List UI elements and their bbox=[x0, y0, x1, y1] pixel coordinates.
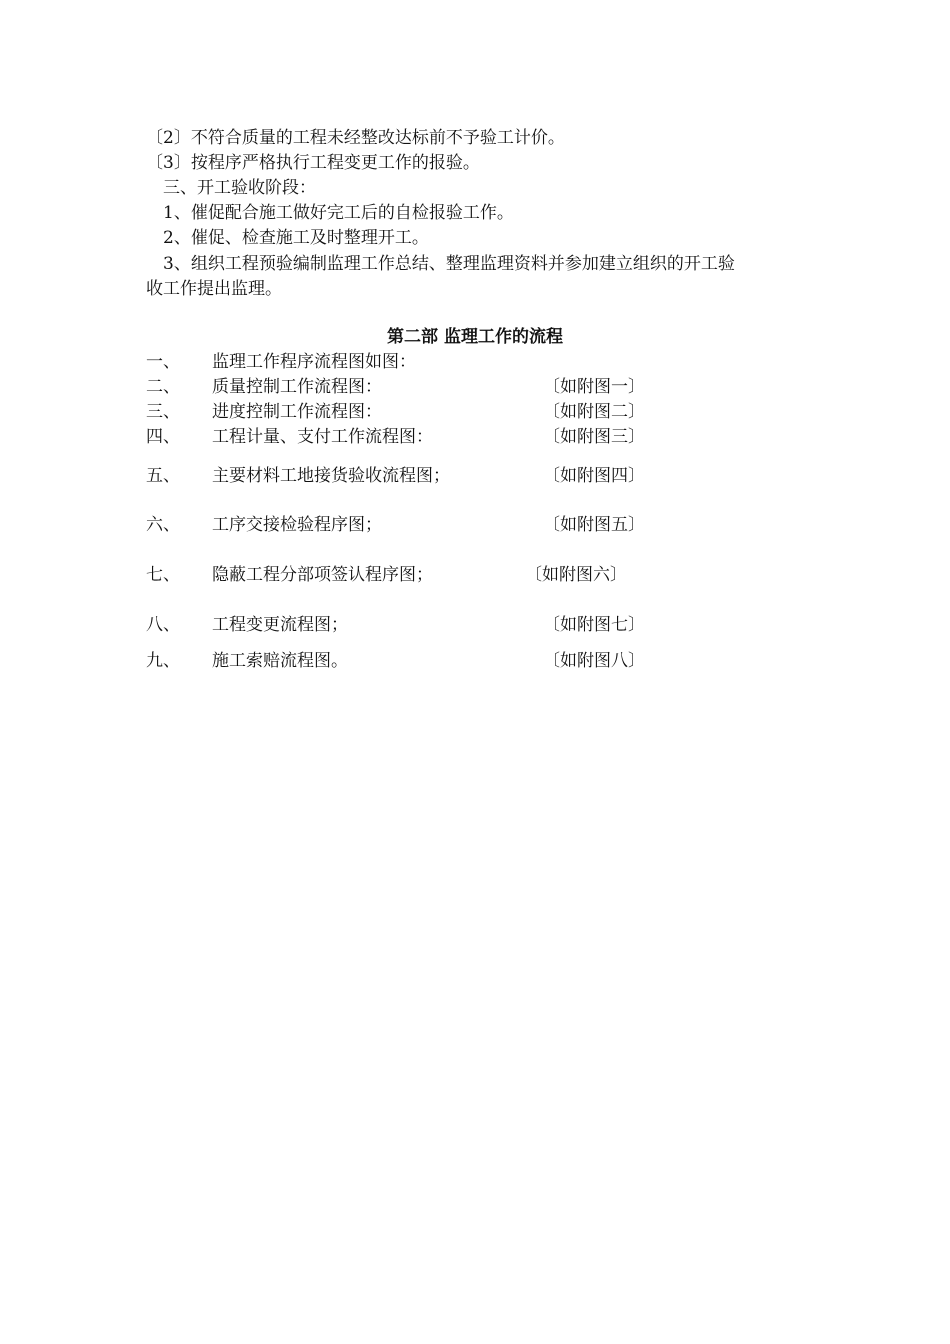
toc-title: 工程变更流程图； bbox=[212, 615, 348, 635]
toc-row-6 bbox=[0, 513, 950, 537]
intro-line-item-1: 1、催促配合施工做好完工后的自检报验工作。 bbox=[163, 203, 514, 223]
toc-row-4 bbox=[0, 425, 950, 449]
toc-row-2 bbox=[0, 375, 950, 399]
toc-title: 施工索赔流程图。 bbox=[212, 651, 348, 671]
toc-title: 质量控制工作流程图： bbox=[212, 377, 382, 397]
intro-line-item-3-cont: 收工作提出监理。 bbox=[146, 279, 282, 299]
toc-row-1 bbox=[0, 350, 950, 374]
toc-number: 四、 bbox=[146, 427, 180, 447]
toc-title: 主要材料工地接货验收流程图； bbox=[212, 466, 450, 486]
toc-row-8 bbox=[0, 613, 950, 637]
toc-figure-ref: 〔如附图七〕 bbox=[543, 615, 645, 635]
toc-figure-ref: 〔如附图三〕 bbox=[543, 427, 645, 447]
toc-number: 六、 bbox=[146, 515, 180, 535]
toc-row-9 bbox=[0, 649, 950, 673]
intro-line-item-2: 2、催促、检查施工及时整理开工。 bbox=[163, 228, 429, 248]
toc-title: 隐蔽工程分部项签认程序图； bbox=[212, 565, 433, 585]
toc-figure-ref: 〔如附图四〕 bbox=[543, 466, 645, 486]
toc-number: 一、 bbox=[146, 352, 180, 372]
toc-figure-ref: 〔如附图一〕 bbox=[543, 377, 645, 397]
section-title: 第二部 监理工作的流程 bbox=[387, 327, 563, 347]
toc-number: 七、 bbox=[146, 565, 180, 585]
toc-figure-ref: 〔如附图二〕 bbox=[543, 402, 645, 422]
toc-figure-ref: 〔如附图八〕 bbox=[543, 651, 645, 671]
toc-number: 三、 bbox=[146, 402, 180, 422]
toc-figure-ref: 〔如附图五〕 bbox=[543, 515, 645, 535]
toc-title: 监理工作程序流程图如图： bbox=[212, 352, 416, 372]
toc-number: 二、 bbox=[146, 377, 180, 397]
intro-line-quality: 〔2〕不符合质量的工程未经整改达标前不予验工计价。 bbox=[146, 128, 565, 148]
toc-title: 工程计量、支付工作流程图： bbox=[212, 427, 433, 447]
toc-row-7 bbox=[0, 563, 950, 587]
toc-figure-ref: 〔如附图六〕 bbox=[525, 565, 627, 585]
toc-title: 进度控制工作流程图： bbox=[212, 402, 382, 422]
toc-title: 工序交接检验程序图； bbox=[212, 515, 382, 535]
toc-number: 九、 bbox=[146, 651, 180, 671]
intro-line-stage-heading: 三、开工验收阶段： bbox=[163, 178, 316, 198]
intro-line-change: 〔3〕按程序严格执行工程变更工作的报验。 bbox=[146, 153, 480, 173]
intro-line-item-3: 3、组织工程预验编制监理工作总结、整理监理资料并参加建立组织的开工验 bbox=[163, 254, 735, 274]
toc-row-5 bbox=[0, 464, 950, 488]
toc-number: 五、 bbox=[146, 466, 180, 486]
toc-row-3 bbox=[0, 400, 950, 424]
toc-number: 八、 bbox=[146, 615, 180, 635]
